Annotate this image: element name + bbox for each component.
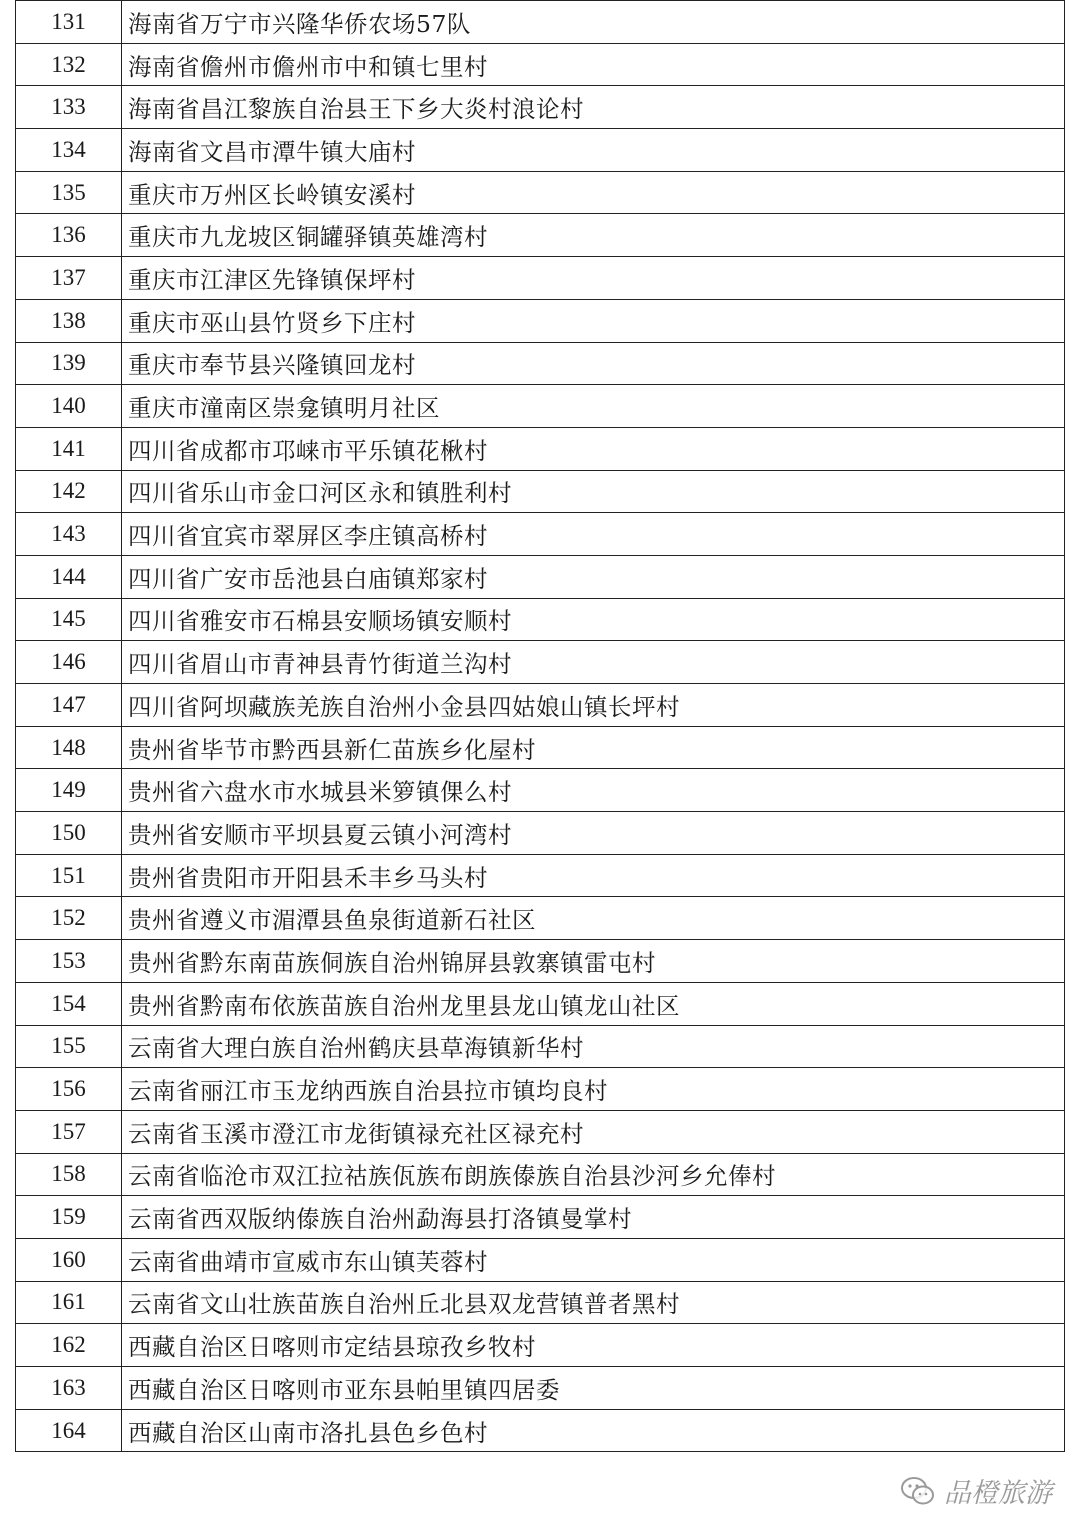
address-cell: 贵州省黔南布依族苗族自治州龙里县龙山镇龙山社区 <box>122 982 1065 1025</box>
row-number-cell: 162 <box>16 1324 122 1367</box>
address-cell: 云南省玉溪市澄江市龙街镇禄充社区禄充村 <box>122 1110 1065 1153</box>
table-row <box>16 555 1065 598</box>
address-cell: 云南省临沧市双江拉祜族佤族布朗族傣族自治县沙河乡允俸村 <box>122 1153 1065 1196</box>
address-cell: 云南省曲靖市宣威市东山镇芙蓉村 <box>122 1238 1065 1281</box>
row-number-cell: 148 <box>16 726 122 769</box>
table-row <box>16 513 1065 556</box>
table-row <box>16 1409 1065 1452</box>
table-row <box>16 43 1065 86</box>
table-row <box>16 598 1065 641</box>
table-row <box>16 1367 1065 1410</box>
address-cell: 海南省儋州市儋州市中和镇七里村 <box>122 43 1065 86</box>
row-number-cell: 147 <box>16 684 122 727</box>
row-number-cell: 138 <box>16 299 122 342</box>
address-cell: 海南省万宁市兴隆华侨农场57队 <box>122 1 1065 44</box>
row-number-cell: 158 <box>16 1153 122 1196</box>
table-row <box>16 812 1065 855</box>
address-cell: 贵州省遵义市湄潭县鱼泉街道新石社区 <box>122 897 1065 940</box>
address-cell: 四川省眉山市青神县青竹街道兰沟村 <box>122 641 1065 684</box>
address-cell: 四川省广安市岳池县白庙镇郑家村 <box>122 555 1065 598</box>
table-row <box>16 299 1065 342</box>
address-cell: 四川省阿坝藏族羌族自治州小金县四姑娘山镇长坪村 <box>122 684 1065 727</box>
table-row <box>16 171 1065 214</box>
address-cell: 海南省文昌市潭牛镇大庙村 <box>122 129 1065 172</box>
address-cell: 贵州省毕节市黔西县新仁苗族乡化屋村 <box>122 726 1065 769</box>
table-row <box>16 982 1065 1025</box>
address-cell: 重庆市九龙坡区铜罐驿镇英雄湾村 <box>122 214 1065 257</box>
address-cell: 四川省乐山市金口河区永和镇胜利村 <box>122 470 1065 513</box>
table-row <box>16 470 1065 513</box>
row-number-cell: 141 <box>16 427 122 470</box>
row-number-cell: 136 <box>16 214 122 257</box>
table-row <box>16 129 1065 172</box>
table-row <box>16 1110 1065 1153</box>
row-number-cell: 161 <box>16 1281 122 1324</box>
address-cell: 重庆市万州区长岭镇安溪村 <box>122 171 1065 214</box>
row-number-cell: 164 <box>16 1409 122 1452</box>
address-cell: 云南省丽江市玉龙纳西族自治县拉市镇均良村 <box>122 1068 1065 1111</box>
table-row <box>16 1281 1065 1324</box>
row-number-cell: 131 <box>16 1 122 44</box>
watermark-text: 品橙旅游 <box>944 1478 1052 1509</box>
row-number-cell: 151 <box>16 854 122 897</box>
row-number-cell: 146 <box>16 641 122 684</box>
row-number-cell: 149 <box>16 769 122 812</box>
row-number-cell: 142 <box>16 470 122 513</box>
address-cell: 贵州省安顺市平坝县夏云镇小河湾村 <box>122 812 1065 855</box>
row-number-cell: 132 <box>16 43 122 86</box>
address-cell: 四川省雅安市石棉县安顺场镇安顺村 <box>122 598 1065 641</box>
address-cell: 西藏自治区山南市洛扎县色乡色村 <box>122 1409 1065 1452</box>
table-row <box>16 86 1065 129</box>
row-number-cell: 152 <box>16 897 122 940</box>
table-row <box>16 1324 1065 1367</box>
row-number-cell: 157 <box>16 1110 122 1153</box>
row-number-cell: 145 <box>16 598 122 641</box>
address-cell: 重庆市奉节县兴隆镇回龙村 <box>122 342 1065 385</box>
row-number-cell: 133 <box>16 86 122 129</box>
table-row <box>16 1025 1065 1068</box>
table-row <box>16 214 1065 257</box>
row-number-cell: 163 <box>16 1367 122 1410</box>
row-number-cell: 137 <box>16 257 122 300</box>
address-cell: 重庆市巫山县竹贤乡下庄村 <box>122 299 1065 342</box>
table-row <box>16 1153 1065 1196</box>
address-cell: 西藏自治区日喀则市定结县琼孜乡牧村 <box>122 1324 1065 1367</box>
table-row <box>16 427 1065 470</box>
address-cell: 云南省大理白族自治州鹤庆县草海镇新华村 <box>122 1025 1065 1068</box>
address-cell: 四川省成都市邛崃市平乐镇花楸村 <box>122 427 1065 470</box>
table-row <box>16 641 1065 684</box>
row-number-cell: 160 <box>16 1238 122 1281</box>
table-row <box>16 385 1065 428</box>
address-cell: 贵州省黔东南苗族侗族自治州锦屏县敦寨镇雷屯村 <box>122 940 1065 983</box>
table-row <box>16 1196 1065 1239</box>
table-row <box>16 1 1065 44</box>
table-row <box>16 1238 1065 1281</box>
address-cell: 西藏自治区日喀则市亚东县帕里镇四居委 <box>122 1367 1065 1410</box>
table-row <box>16 897 1065 940</box>
address-cell: 重庆市潼南区崇龛镇明月社区 <box>122 385 1065 428</box>
row-number-cell: 139 <box>16 342 122 385</box>
table-row <box>16 769 1065 812</box>
table-row <box>16 854 1065 897</box>
table-row <box>16 1068 1065 1111</box>
row-number-cell: 135 <box>16 171 122 214</box>
watermark <box>900 1471 1052 1510</box>
row-number-cell: 156 <box>16 1068 122 1111</box>
table-body <box>16 1 1065 1452</box>
address-cell: 云南省西双版纳傣族自治州勐海县打洛镇曼掌村 <box>122 1196 1065 1239</box>
wechat-icon <box>900 1476 936 1506</box>
table-row <box>16 726 1065 769</box>
table-row <box>16 257 1065 300</box>
address-cell: 贵州省六盘水市水城县米箩镇倮么村 <box>122 769 1065 812</box>
row-number-cell: 134 <box>16 129 122 172</box>
row-number-cell: 154 <box>16 982 122 1025</box>
address-cell: 重庆市江津区先锋镇保坪村 <box>122 257 1065 300</box>
table-row <box>16 940 1065 983</box>
address-cell: 云南省文山壮族苗族自治州丘北县双龙营镇普者黑村 <box>122 1281 1065 1324</box>
row-number-cell: 155 <box>16 1025 122 1068</box>
address-cell: 贵州省贵阳市开阳县禾丰乡马头村 <box>122 854 1065 897</box>
table-row <box>16 342 1065 385</box>
row-number-cell: 153 <box>16 940 122 983</box>
address-cell: 海南省昌江黎族自治县王下乡大炎村浪论村 <box>122 86 1065 129</box>
row-number-cell: 159 <box>16 1196 122 1239</box>
row-number-cell: 144 <box>16 555 122 598</box>
village-list-table <box>15 0 1065 1452</box>
row-number-cell: 143 <box>16 513 122 556</box>
row-number-cell: 140 <box>16 385 122 428</box>
village-list-table-container <box>15 0 1065 1452</box>
address-cell: 四川省宜宾市翠屏区李庄镇高桥村 <box>122 513 1065 556</box>
row-number-cell: 150 <box>16 812 122 855</box>
table-row <box>16 684 1065 727</box>
